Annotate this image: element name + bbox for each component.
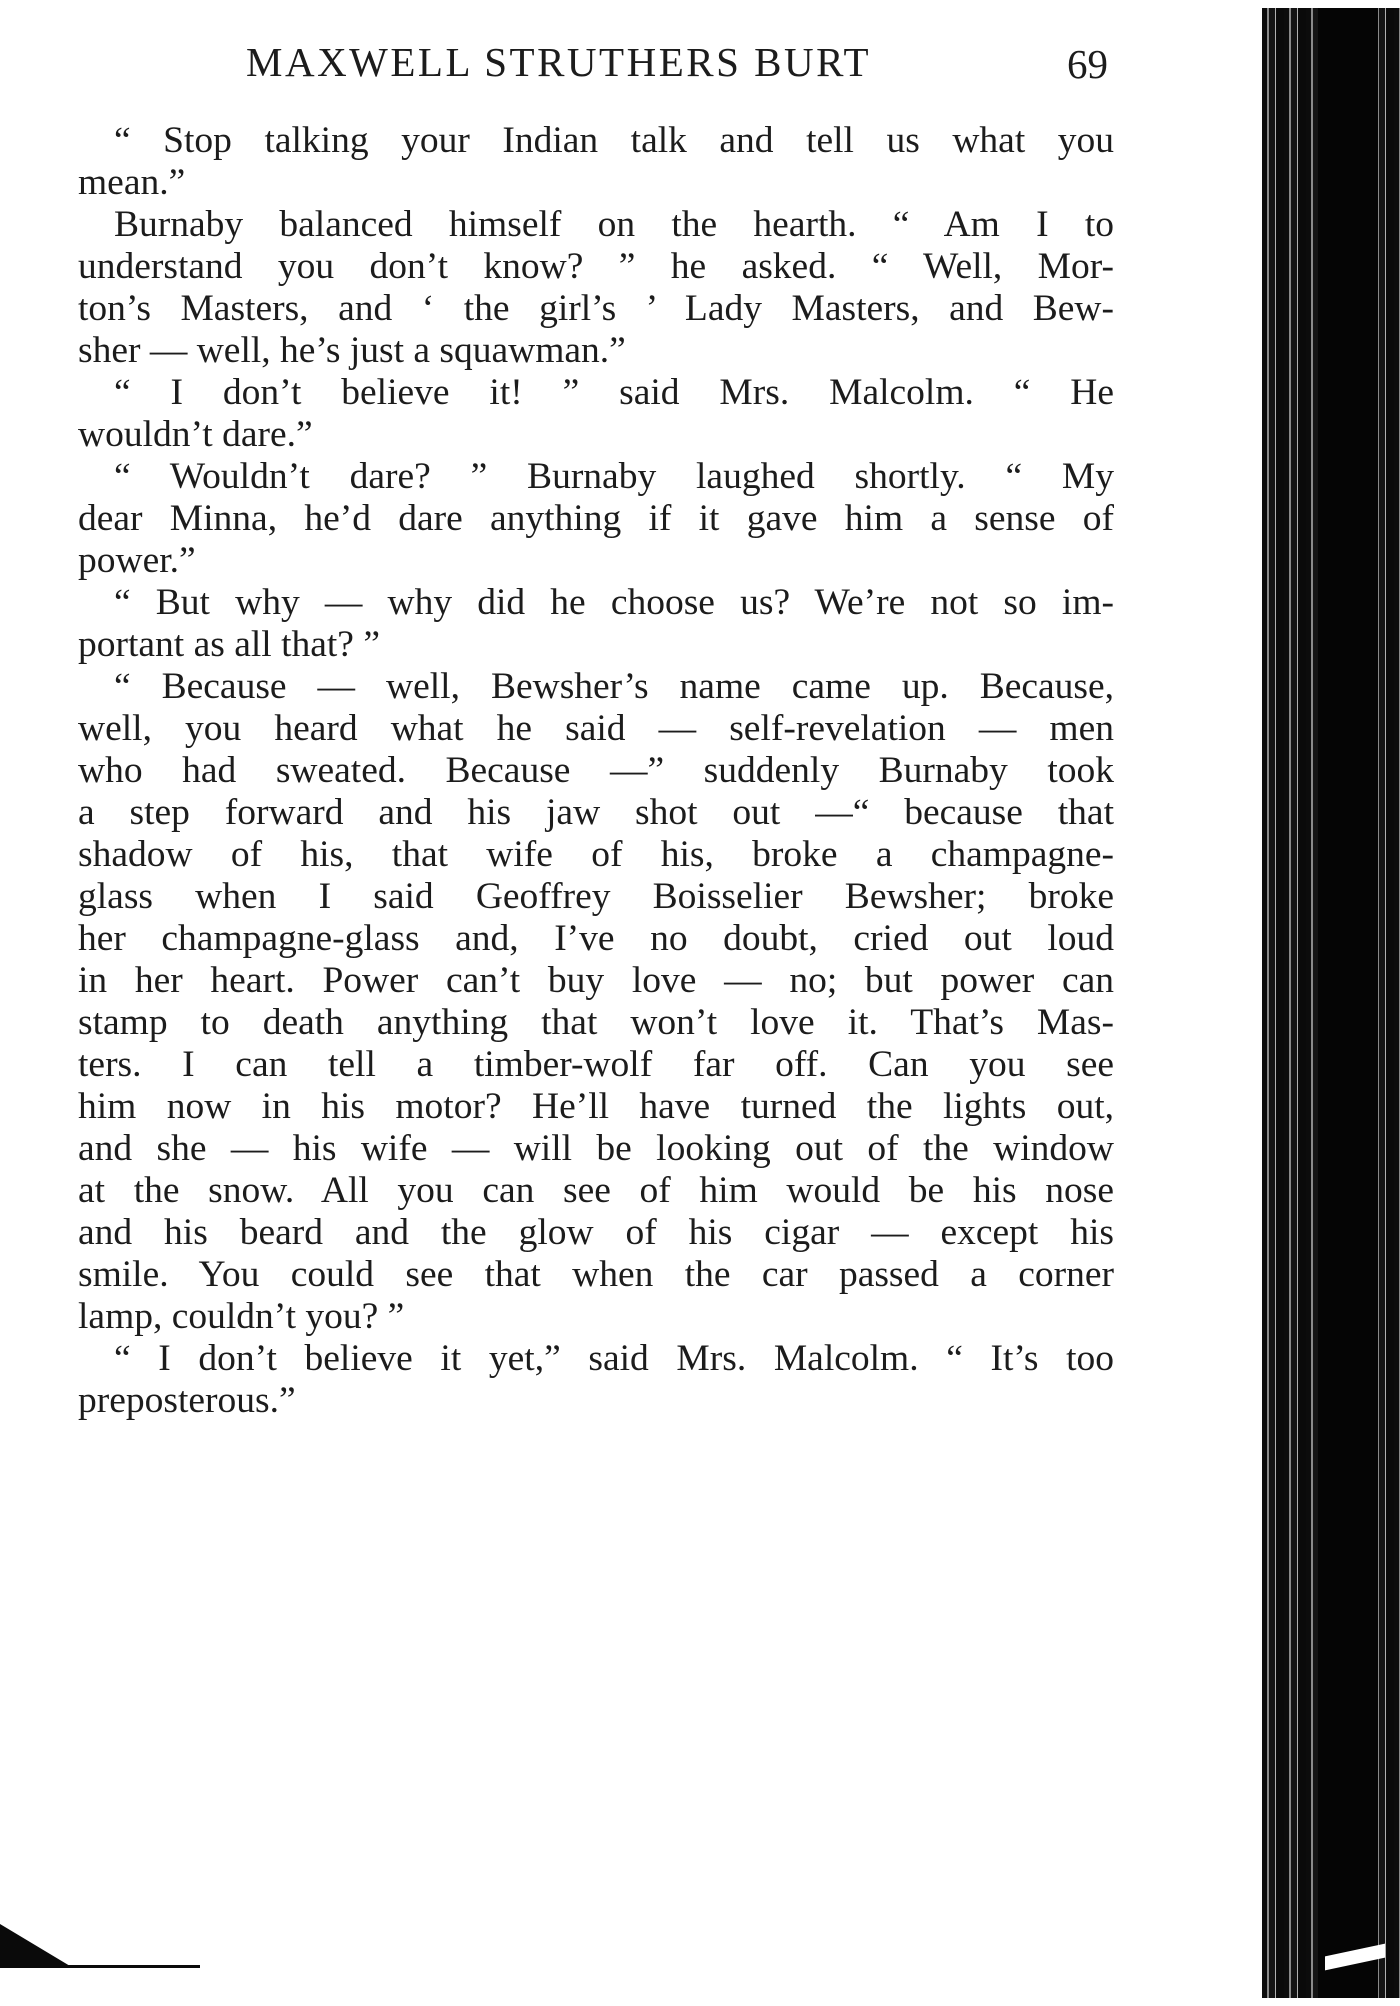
text-line: mean.” [78,162,186,203]
text-line: glass when I said Geoffrey Boisselier Bewsher; broke [78,876,1114,917]
text-line: power.” [78,540,196,581]
text-line: dear Minna, he’d dare anything if it gave him a sense of [78,498,1114,539]
page-edge-dark-band [1318,8,1378,1998]
text-line: “ Because — well, Bewsher’s name came up. Because, [114,666,1114,707]
text-line: portant as all that? ” [78,624,380,665]
text-line: “ Stop talking your Indian talk and tell us what you [114,120,1114,161]
text-line: ters. I can tell a timber-wolf far off. Can you see [78,1044,1114,1085]
text-line: and his beard and the glow of his cigar — except his [78,1212,1114,1253]
text-line: Burnaby balanced himself on the hearth. “ Am I to [114,204,1114,245]
text-line: “ I don’t believe it yet,” said Mrs. Malcolm. “ It’s too [114,1338,1114,1379]
scan-corner-rule [0,1965,200,1968]
text-line: wouldn’t dare.” [78,414,313,455]
running-head [78,38,1108,98]
text-line: well, you heard what he said — self-revelation — men [78,708,1114,749]
text-line: “ Wouldn’t dare? ” Burnaby laughed shortly. “ My [114,456,1114,497]
scan-corner-mark [0,1924,70,1966]
text-line: at the snow. All you can see of him would be his nose [78,1170,1114,1211]
text-line: “ I don’t believe it! ” said Mrs. Malcolm. “ He [114,372,1114,413]
text-line: her champagne-glass and, I’ve no doubt, cried out loud [78,918,1114,959]
text-line: shadow of his, that wife of his, broke a champagne- [78,834,1114,875]
text-line: ton’s Masters, and ‘ the girl’s ’ Lady Masters, and Bew- [78,288,1114,329]
text-line: a step forward and his jaw shot out —“ because that [78,792,1114,833]
text-line: preposterous.” [78,1380,296,1421]
text-line: understand you don’t know? ” he asked. “ Well, Mor- [78,246,1114,287]
body-text [78,120,1114,1422]
text-line: smile. You could see that when the car passed a corner [78,1254,1114,1295]
running-title: MAXWELL STRUTHERS BURT [246,39,872,85]
page-number: 69 [1067,41,1108,87]
text-line: “ But why — why did he choose us? We’re not so im- [114,582,1114,623]
text-line: who had sweated. Because —” suddenly Burnaby took [78,750,1114,791]
text-line: lamp, couldn’t you? ” [78,1296,405,1337]
text-line: stamp to death anything that won’t love it. That’s Mas- [78,1002,1114,1043]
text-line: him now in his motor? He’ll have turned the lights out, [78,1086,1114,1127]
text-line: in her heart. Power can’t buy love — no; but power can [78,960,1114,1001]
text-line: and she — his wife — will be looking out of the window [78,1128,1114,1169]
text-line: sher — well, he’s just a squawman.” [78,330,626,371]
